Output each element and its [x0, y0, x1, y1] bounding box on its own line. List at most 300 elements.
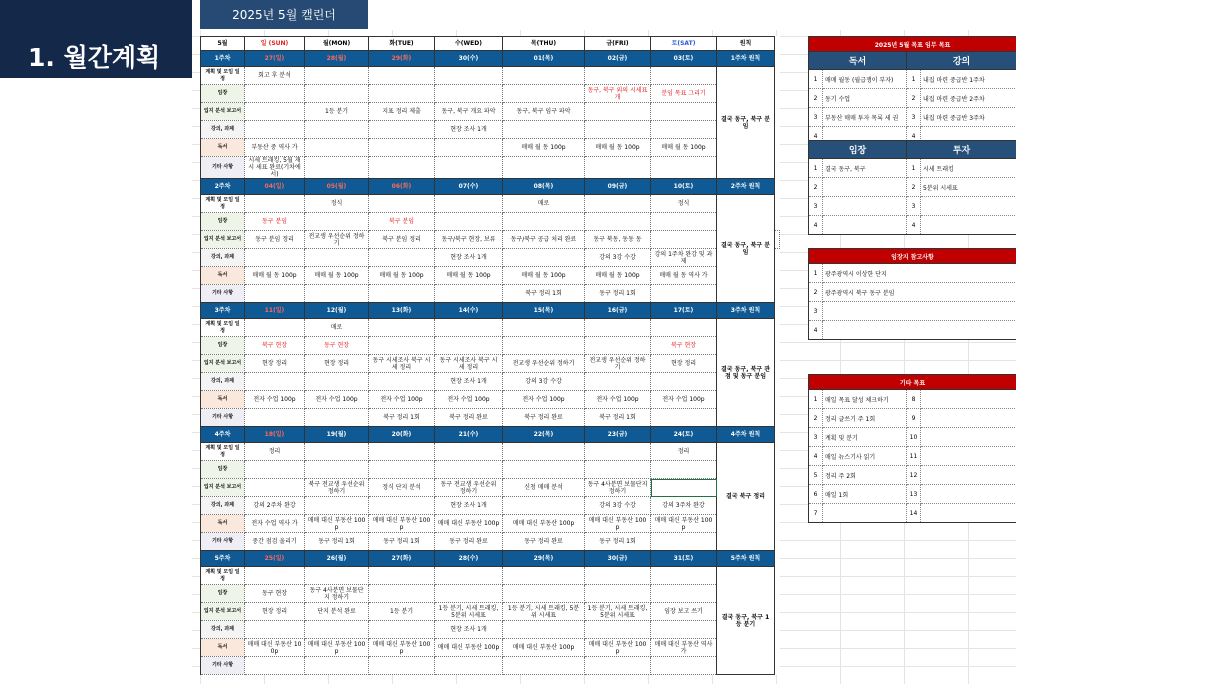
- side-cell[interactable]: 내집 마련 중급반 3주차: [921, 108, 1017, 127]
- side-cell[interactable]: 내집 마련 중급반 1주차: [921, 70, 1017, 89]
- calendar-cell[interactable]: [435, 67, 503, 85]
- calendar-cell[interactable]: 동구 전교생 우선순위 정하기: [435, 479, 503, 497]
- date-cell[interactable]: 17(토): [651, 303, 717, 319]
- calendar-cell[interactable]: 중간 점검 올리기: [245, 533, 305, 551]
- side-row: [809, 504, 1017, 523]
- calendar-cell[interactable]: [369, 443, 435, 461]
- calendar-cell[interactable]: [585, 121, 651, 139]
- calendar-cell[interactable]: 현장 조사 1개: [435, 121, 503, 139]
- side-cell[interactable]: 매매 월동 (월급쟁이 부자): [823, 70, 907, 89]
- calendar-cell[interactable]: [503, 249, 585, 267]
- calendar-cell[interactable]: 전자 수업 역사 가: [245, 515, 305, 533]
- calendar-cell[interactable]: [503, 461, 585, 479]
- calendar-cell[interactable]: [435, 319, 503, 337]
- side-cell[interactable]: [921, 428, 1017, 447]
- calendar-cell[interactable]: [503, 567, 585, 585]
- calendar-cell[interactable]: 임장 보고 쓰기: [651, 603, 717, 621]
- calendar-cell[interactable]: [503, 85, 585, 103]
- calendar-cell[interactable]: 전자 수업 100p: [585, 391, 651, 409]
- calendar-cell[interactable]: [369, 139, 435, 157]
- side-cell[interactable]: [921, 466, 1017, 485]
- calendar-cell[interactable]: [369, 85, 435, 103]
- date-cell[interactable]: 28(월): [305, 51, 369, 67]
- week-principle[interactable]: 결국 동구, 북구 분임: [717, 67, 775, 179]
- calendar-cell[interactable]: [369, 337, 435, 355]
- calendar-cell[interactable]: 현장 정리: [245, 603, 305, 621]
- calendar-cell[interactable]: 매매 대신 부동산 100p: [651, 515, 717, 533]
- calendar-cell[interactable]: [245, 479, 305, 497]
- side-cell[interactable]: 정리 주 2회: [823, 466, 907, 485]
- calendar-cell[interactable]: [305, 121, 369, 139]
- calendar-cell[interactable]: 동구 정리 1회: [585, 533, 651, 551]
- calendar-cell[interactable]: 신청 매매 분석: [503, 479, 585, 497]
- calendar-cell[interactable]: 매매 대신 부동산 100p: [305, 639, 369, 657]
- side-row: [809, 283, 1017, 302]
- calendar-cell[interactable]: [503, 657, 585, 675]
- calendar-cell[interactable]: [369, 373, 435, 391]
- calendar-cell[interactable]: [651, 103, 717, 121]
- calendar-cell[interactable]: 동구 시세조사 북구 시세 정리: [369, 355, 435, 373]
- calendar-cell[interactable]: 북구 분임: [369, 213, 435, 231]
- calendar-cell[interactable]: [305, 139, 369, 157]
- calendar-cell[interactable]: 북구 정리 완료: [503, 409, 585, 427]
- calendar-cell[interactable]: [305, 461, 369, 479]
- date-cell[interactable]: 15(목): [503, 303, 585, 319]
- calendar-cell[interactable]: [651, 231, 717, 249]
- calendar-cell[interactable]: [435, 443, 503, 461]
- calendar-cell[interactable]: [305, 567, 369, 585]
- calendar-cell[interactable]: [305, 85, 369, 103]
- calendar-cell[interactable]: 동구 분임 정리: [245, 231, 305, 249]
- side-cell[interactable]: 매일 1회: [823, 485, 907, 504]
- calendar-cell[interactable]: 전교생 우선순위 정하기: [305, 231, 369, 249]
- sheet-tab[interactable]: 2025년 5월 캘린더: [200, 0, 368, 29]
- calendar-cell[interactable]: [585, 213, 651, 231]
- calendar-cell[interactable]: 부동산 중 역사 가: [245, 139, 305, 157]
- date-cell[interactable]: 25(일): [245, 551, 305, 567]
- date-cell[interactable]: 08(목): [503, 179, 585, 195]
- calendar-cell[interactable]: 동구 정리 1회: [585, 285, 651, 303]
- calendar-cell[interactable]: 동구, 북구 개요 파악: [435, 103, 503, 121]
- date-cell[interactable]: 07(수): [435, 179, 503, 195]
- calendar-cell[interactable]: [585, 567, 651, 585]
- calendar-cell[interactable]: [503, 337, 585, 355]
- calendar-cell[interactable]: 매매 대신 부동산 100p: [503, 515, 585, 533]
- date-cell[interactable]: 09(금): [585, 179, 651, 195]
- date-cell[interactable]: 14(수): [435, 303, 503, 319]
- calendar-cell[interactable]: [245, 621, 305, 639]
- calendar-cell[interactable]: 강의 3강 수강: [503, 373, 585, 391]
- date-cell[interactable]: 01(목): [503, 51, 585, 67]
- side-cell[interactable]: 계획 및 분기: [823, 428, 907, 447]
- side-cell[interactable]: [921, 390, 1017, 409]
- calendar-cell[interactable]: 매매 월 동 100p: [245, 267, 305, 285]
- calendar-cell[interactable]: [585, 319, 651, 337]
- calendar-cell[interactable]: 북구 정리 1회: [503, 285, 585, 303]
- date-cell[interactable]: 21(수): [435, 427, 503, 443]
- date-cell[interactable]: 03(토): [651, 51, 717, 67]
- calendar-cell[interactable]: 1등 분기, 시세 트래킹, 5분위 시세표: [585, 603, 651, 621]
- calendar-cell[interactable]: 강의 3주차 완강: [651, 497, 717, 515]
- row-number: 10: [907, 428, 921, 447]
- calendar-cell[interactable]: [503, 443, 585, 461]
- side-cell[interactable]: [921, 485, 1017, 504]
- calendar-cell[interactable]: 전자 수업 100p: [503, 391, 585, 409]
- calendar-cell[interactable]: [245, 461, 305, 479]
- calendar-cell[interactable]: [585, 67, 651, 85]
- calendar-cell[interactable]: [585, 103, 651, 121]
- calendar-cell[interactable]: 현장 정리: [651, 355, 717, 373]
- calendar-cell[interactable]: 강의 2주차 완강: [245, 497, 305, 515]
- monthly-goals-table: [808, 36, 1016, 146]
- side-cell[interactable]: [921, 504, 1017, 523]
- calendar-cell[interactable]: [503, 319, 585, 337]
- calendar-cell[interactable]: 시세 트래킹, 5월 재시 세표 완료(기차에서): [245, 157, 305, 179]
- calendar-cell[interactable]: [305, 249, 369, 267]
- calendar-cell[interactable]: [245, 103, 305, 121]
- side-cell[interactable]: [823, 197, 907, 216]
- calendar-cell[interactable]: [245, 409, 305, 427]
- calendar-cell[interactable]: [435, 585, 503, 603]
- calendar-cell[interactable]: 매매 대신 부동산 역사 가: [651, 639, 717, 657]
- calendar-cell[interactable]: 1등 분기, 시세 트래킹, 5분위 시세표: [503, 603, 585, 621]
- calendar-cell[interactable]: [651, 657, 717, 675]
- calendar-cell[interactable]: [435, 285, 503, 303]
- calendar-cell[interactable]: [369, 249, 435, 267]
- calendar-cell[interactable]: 동구 정리 1회: [369, 533, 435, 551]
- calendar-cell[interactable]: [305, 497, 369, 515]
- calendar-cell[interactable]: [369, 157, 435, 179]
- calendar-cell[interactable]: [305, 621, 369, 639]
- date-cell[interactable]: 22(목): [503, 427, 585, 443]
- calendar-cell[interactable]: 강의 3강 수강: [585, 249, 651, 267]
- side-cell[interactable]: 광주광역시 이상한 단지: [823, 264, 1017, 283]
- calendar-cell[interactable]: 전자 수업 100p: [651, 391, 717, 409]
- calendar-cell[interactable]: 북구 정리 1회: [585, 409, 651, 427]
- calendar-cell[interactable]: 전자 수업 100p: [435, 391, 503, 409]
- calendar-cell[interactable]: [245, 319, 305, 337]
- row-number: 6: [809, 485, 823, 504]
- calendar-cell[interactable]: [651, 157, 717, 179]
- date-cell[interactable]: 26(월): [305, 551, 369, 567]
- date-cell[interactable]: 27(화): [369, 551, 435, 567]
- calendar-cell[interactable]: 동구/북구 현장, 보류: [435, 231, 503, 249]
- calendar-cell[interactable]: 동구 정리 완료: [435, 533, 503, 551]
- calendar-cell[interactable]: [435, 195, 503, 213]
- calendar-cell[interactable]: [245, 285, 305, 303]
- calendar-cell[interactable]: [503, 67, 585, 85]
- side-cell[interactable]: 매일 목표 달성 체크하기: [823, 390, 907, 409]
- date-cell[interactable]: 23(금): [585, 427, 651, 443]
- side-cell[interactable]: [921, 197, 1016, 216]
- calendar-cell[interactable]: 1등 분기, 시세 트래킹, 5분위 시세표: [435, 603, 503, 621]
- week-principle[interactable]: 결국 동구, 북구 분임: [717, 195, 775, 303]
- calendar-cell[interactable]: [369, 461, 435, 479]
- row-label: 임장: [201, 337, 245, 355]
- date-cell[interactable]: 28(수): [435, 551, 503, 567]
- calendar-cell[interactable]: 매매 월 동 100p: [305, 267, 369, 285]
- calendar-cell[interactable]: [651, 567, 717, 585]
- date-cell[interactable]: 18(일): [245, 427, 305, 443]
- calendar-cell[interactable]: 동구, 북구 외의 시세표 개: [585, 85, 651, 103]
- calendar-cell[interactable]: 동구 현장: [305, 337, 369, 355]
- calendar-cell[interactable]: [435, 85, 503, 103]
- calendar-cell[interactable]: 북구 정리 완료: [435, 409, 503, 427]
- calendar-cell[interactable]: 현장 정리: [245, 355, 305, 373]
- calendar-cell[interactable]: [651, 373, 717, 391]
- calendar-cell[interactable]: 동구 정리 완료: [503, 533, 585, 551]
- calendar-cell[interactable]: [651, 621, 717, 639]
- calendar-cell[interactable]: 현장 조사 1개: [435, 249, 503, 267]
- calendar-cell[interactable]: 현장 조사 1개: [435, 621, 503, 639]
- calendar-cell[interactable]: [369, 67, 435, 85]
- side-cell[interactable]: [823, 302, 1017, 321]
- side-title: 기타 목표: [809, 375, 1017, 390]
- calendar-cell[interactable]: 동구 북동, 동동 동: [585, 231, 651, 249]
- calendar-cell[interactable]: [245, 85, 305, 103]
- calendar-cell[interactable]: [369, 585, 435, 603]
- calendar-cell[interactable]: 북구 현장: [651, 337, 717, 355]
- week-principle[interactable]: 결국 동구, 북구 관점 및 동구 분임: [717, 319, 775, 427]
- calendar-cell[interactable]: 동구 분임: [245, 213, 305, 231]
- calendar-cell[interactable]: 1등 분기: [305, 103, 369, 121]
- date-cell[interactable]: 06(화): [369, 179, 435, 195]
- calendar-cell[interactable]: 북구 현장: [245, 337, 305, 355]
- calendar-cell[interactable]: [305, 213, 369, 231]
- calendar-cell[interactable]: 매매 월 동 역사 가: [651, 267, 717, 285]
- calendar-cell[interactable]: [775, 231, 780, 249]
- calendar-cell[interactable]: [585, 373, 651, 391]
- calendar-cell[interactable]: 동구 정리 1회: [305, 533, 369, 551]
- date-cell[interactable]: 16(금): [585, 303, 651, 319]
- calendar-cell[interactable]: [435, 657, 503, 675]
- calendar-cell[interactable]: [585, 621, 651, 639]
- calendar-cell[interactable]: [369, 285, 435, 303]
- calendar-cell[interactable]: 매매 대신 부동산 100p: [305, 515, 369, 533]
- calendar-cell[interactable]: 매매 대신 부동산 100p: [585, 515, 651, 533]
- date-cell[interactable]: 13(화): [369, 303, 435, 319]
- side-cell[interactable]: 시세 트래킹: [921, 159, 1016, 178]
- calendar-cell[interactable]: [245, 195, 305, 213]
- calendar-cell[interactable]: 매매 월 동 100p: [503, 267, 585, 285]
- calendar-cell[interactable]: [305, 67, 369, 85]
- calendar-cell[interactable]: [245, 373, 305, 391]
- calendar-cell[interactable]: [245, 567, 305, 585]
- calendar-cell[interactable]: [651, 67, 717, 85]
- calendar-cell[interactable]: [651, 461, 717, 479]
- calendar-cell[interactable]: [585, 337, 651, 355]
- calendar-cell[interactable]: 정식: [305, 195, 369, 213]
- side-cell[interactable]: [823, 504, 907, 523]
- side-cell[interactable]: [921, 409, 1017, 428]
- calendar-cell[interactable]: 지표 정리 제출: [369, 103, 435, 121]
- side-cell[interactable]: 5분위 시세표: [921, 178, 1016, 197]
- calendar-cell[interactable]: [585, 157, 651, 179]
- date-cell[interactable]: 12(월): [305, 303, 369, 319]
- row-number: 4: [809, 127, 823, 146]
- row-label: 입지 분석 보고서: [201, 103, 245, 121]
- calendar-cell[interactable]: [305, 657, 369, 675]
- calendar-cell[interactable]: 매매 대신 부동산 100p: [585, 639, 651, 657]
- date-cell[interactable]: 29(목): [503, 551, 585, 567]
- calendar-cell[interactable]: 매매 대신 부동산 100p: [435, 639, 503, 657]
- date-cell[interactable]: 11(일): [245, 303, 305, 319]
- calendar-cell[interactable]: 동구 4사분면 보물단지 정하기: [305, 585, 369, 603]
- slide-title: 1. 월간계획: [28, 43, 161, 72]
- calendar-cell[interactable]: 1등 분기: [369, 603, 435, 621]
- date-cell[interactable]: 27(일): [245, 51, 305, 67]
- calendar-cell[interactable]: 매로: [305, 319, 369, 337]
- calendar-cell[interactable]: [245, 249, 305, 267]
- side-cell[interactable]: 부동산 매매 투자 목록 세 권: [823, 108, 907, 127]
- calendar-cell[interactable]: 전교생 우선순위 정하기: [585, 355, 651, 373]
- calendar-cell[interactable]: [369, 319, 435, 337]
- date-cell[interactable]: 31(토): [651, 551, 717, 567]
- side-row: [809, 447, 1017, 466]
- calendar-cell[interactable]: 강의 3강 수강: [585, 497, 651, 515]
- calendar-cell[interactable]: [651, 285, 717, 303]
- calendar-cell[interactable]: [585, 195, 651, 213]
- calendar-cell[interactable]: [305, 157, 369, 179]
- calendar-cell[interactable]: 동구 현장: [245, 585, 305, 603]
- side-cell[interactable]: [823, 216, 907, 235]
- week-principle[interactable]: 결국 동구, 북구 1등 분기: [717, 567, 775, 675]
- date-cell[interactable]: 30(수): [435, 51, 503, 67]
- calendar-cell[interactable]: [435, 139, 503, 157]
- calendar-cell[interactable]: 북구 정리 1회: [369, 409, 435, 427]
- calendar-cell[interactable]: [369, 497, 435, 515]
- calendar-cell[interactable]: 단지 분석 완료: [305, 603, 369, 621]
- calendar-cell[interactable]: 매매 월 동 100p: [435, 267, 503, 285]
- calendar-cell[interactable]: [305, 373, 369, 391]
- calendar-cell[interactable]: 매매 대신 부동산 100p: [369, 639, 435, 657]
- calendar-cell[interactable]: [503, 585, 585, 603]
- calendar-cell[interactable]: 동구, 북구 임구 파악: [503, 103, 585, 121]
- side-cell[interactable]: 동기 수업: [823, 89, 907, 108]
- calendar-cell[interactable]: [503, 497, 585, 515]
- calendar-cell[interactable]: [503, 157, 585, 179]
- calendar-cell[interactable]: 분임 목표 그리기: [651, 85, 717, 103]
- calendar-cell[interactable]: [435, 337, 503, 355]
- calendar-cell[interactable]: [245, 121, 305, 139]
- calendar-cell[interactable]: [503, 213, 585, 231]
- calendar-cell[interactable]: [305, 443, 369, 461]
- calendar-cell[interactable]: [651, 479, 717, 497]
- calendar-cell[interactable]: 현장 조사 1개: [435, 373, 503, 391]
- calendar-cell[interactable]: 전자 수업 100p: [369, 391, 435, 409]
- calendar-cell[interactable]: [369, 121, 435, 139]
- calendar-cell[interactable]: [585, 443, 651, 461]
- date-cell[interactable]: 04(일): [245, 179, 305, 195]
- calendar-cell[interactable]: [305, 409, 369, 427]
- calendar-cell[interactable]: [651, 409, 717, 427]
- date-cell[interactable]: 29(화): [369, 51, 435, 67]
- calendar-cell[interactable]: [585, 461, 651, 479]
- calendar-cell[interactable]: [585, 657, 651, 675]
- side-cell[interactable]: [921, 447, 1017, 466]
- side-cell[interactable]: 광주광역시 북구 동구 분임: [823, 283, 1017, 302]
- date-cell[interactable]: 30(금): [585, 551, 651, 567]
- calendar-cell[interactable]: [435, 213, 503, 231]
- calendar-cell[interactable]: 매매 대신 부동산 100p: [503, 639, 585, 657]
- calendar-cell[interactable]: 매매 대신 부동산 100p: [435, 515, 503, 533]
- calendar-cell[interactable]: 매매 대신 부동산 100p: [245, 639, 305, 657]
- calendar-cell[interactable]: [245, 657, 305, 675]
- date-cell[interactable]: 20(화): [369, 427, 435, 443]
- date-cell[interactable]: 05(월): [305, 179, 369, 195]
- calendar-cell[interactable]: [369, 195, 435, 213]
- calendar-cell[interactable]: 매로: [503, 195, 585, 213]
- calendar-cell[interactable]: 현장 조사 1개: [435, 497, 503, 515]
- row-label: 계획 및 모임 일정: [201, 567, 245, 585]
- calendar-cell[interactable]: [651, 121, 717, 139]
- side-title-row: [809, 37, 1017, 52]
- calendar-cell[interactable]: 매매 월 동 100p: [503, 139, 585, 157]
- calendar-cell[interactable]: 북구 전교생 우선순위 정하기: [305, 479, 369, 497]
- calendar-cell[interactable]: 정리: [245, 443, 305, 461]
- calendar-cell[interactable]: [651, 533, 717, 551]
- date-cell[interactable]: 24(토): [651, 427, 717, 443]
- calendar-cell[interactable]: 전자 수업 100p: [245, 391, 305, 409]
- calendar-cell[interactable]: [651, 585, 717, 603]
- side-cell[interactable]: [823, 178, 907, 197]
- date-cell[interactable]: 10(토): [651, 179, 717, 195]
- calendar-cell[interactable]: 북구 분임 정리: [369, 231, 435, 249]
- calendar-cell[interactable]: 회고 후 분석: [245, 67, 305, 85]
- calendar-cell[interactable]: [651, 319, 717, 337]
- calendar-cell[interactable]: [369, 657, 435, 675]
- calendar-cell[interactable]: 매매 월 동 100p: [651, 139, 717, 157]
- calendar-cell[interactable]: [503, 621, 585, 639]
- calendar-cell[interactable]: 전자 수업 100p: [305, 391, 369, 409]
- side-cell[interactable]: 내집 마련 중급반 2주차: [921, 89, 1017, 108]
- calendar-cell[interactable]: 현장 정리: [305, 355, 369, 373]
- side-cell[interactable]: 매일 뉴스기사 읽기: [823, 447, 907, 466]
- side-cell[interactable]: 정리 글쓰기 주 1회: [823, 409, 907, 428]
- calendar-cell[interactable]: [305, 285, 369, 303]
- calendar-cell[interactable]: 정식 단지 분석: [369, 479, 435, 497]
- calendar-cell[interactable]: 강의 1주차 완강 및 과제: [651, 249, 717, 267]
- calendar-cell[interactable]: [585, 585, 651, 603]
- calendar-cell[interactable]: 정리: [651, 443, 717, 461]
- calendar-cell[interactable]: 매매 월 동 100p: [369, 267, 435, 285]
- side-cell[interactable]: [823, 321, 1017, 340]
- calendar-cell[interactable]: 매매 대신 부동산 100p: [369, 515, 435, 533]
- calendar-cell[interactable]: 매매 월 동 100p: [585, 267, 651, 285]
- calendar-cell[interactable]: 정식: [651, 195, 717, 213]
- week-principle[interactable]: 결국 북구 정리: [717, 443, 775, 551]
- calendar-cell[interactable]: [369, 621, 435, 639]
- calendar-cell[interactable]: 전교생 우선순위 정하기: [503, 355, 585, 373]
- calendar-cell[interactable]: [503, 121, 585, 139]
- calendar-cell[interactable]: 매매 월 동 100p: [585, 139, 651, 157]
- calendar-cell[interactable]: [435, 461, 503, 479]
- date-cell[interactable]: 02(금): [585, 51, 651, 67]
- calendar-cell[interactable]: [435, 567, 503, 585]
- week-header-row: [201, 303, 780, 319]
- calendar-cell[interactable]: 동구/북구 공급 처리 완료: [503, 231, 585, 249]
- date-cell[interactable]: 19(월): [305, 427, 369, 443]
- week-summary-label: 2주차 원칙: [717, 179, 775, 195]
- calendar-cell[interactable]: [369, 567, 435, 585]
- calendar-row: [201, 443, 780, 461]
- calendar-cell[interactable]: [435, 157, 503, 179]
- side-cell[interactable]: 결국 동구, 북구: [823, 159, 907, 178]
- calendar-cell[interactable]: 동구 4사분면 보물단지 정하기: [585, 479, 651, 497]
- side-cell[interactable]: [921, 216, 1016, 235]
- calendar-cell[interactable]: [651, 213, 717, 231]
- calendar-cell[interactable]: 동구 시세조사 북구 시세 정리: [435, 355, 503, 373]
